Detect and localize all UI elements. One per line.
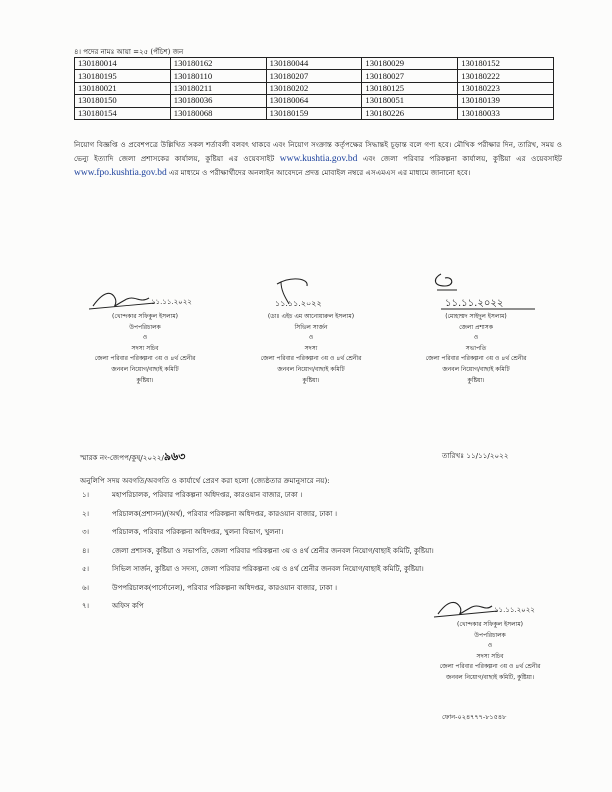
roll-number-cell: 130180211 (170, 82, 266, 94)
roll-number-cell: 130180029 (362, 58, 458, 70)
roll-number-cell: 130180068 (170, 107, 266, 119)
list-item-text: অফিস কপি (112, 602, 144, 610)
list-item-number: ২। (82, 509, 90, 518)
handwritten-signature (430, 596, 550, 620)
signer-committee-2: জনবল নিয়োগ/বাছাই কমিটি (442, 365, 510, 373)
roll-number-cell: 130180044 (266, 58, 362, 70)
signer-name: (খোন্দকার সফিকুল ইসলাম) (111, 313, 179, 320)
list-item-number: ৭। (82, 602, 90, 610)
handwritten-signature (85, 286, 205, 312)
signature-block-deputy-director (70, 286, 220, 386)
list-item-text: পরিচালক, পরিবার পরিকল্পনা অধিদপ্তর, খুলনা বিভাগ, খুলনা। (112, 528, 284, 536)
list-item-number: ৬। (82, 583, 90, 592)
signer-name: (খোন্দকার সফিকুল ইসলাম) (456, 621, 524, 628)
list-item-text: জেলা প্রশাসক, কুষ্টিয়া ও সভাপতি, জেলা পরিবার পরিকল্পনা ৩য় ও ৪র্থ শ্রেনীর জনবল নিয়োগ/বাছাই কমিটি, কুষ্টিয়া। (112, 546, 434, 555)
signer-role: সদস্য সচিব (131, 344, 159, 352)
signer-connector: ও (308, 334, 314, 342)
roll-number-cell: 130180014 (75, 58, 171, 70)
notice-text-1: নিয়োগ বিজ্ঞপ্তি ও প্রবেশপত্রে উল্লিখিত সকল শর্তাবলী বলবৎ থাকবে এবং নিয়োগ সংক্রান্ত কর্তৃপক্ষের সিদ্ধান্তই চূড়ান্ত বলে গণ্য হবে। মৌখিক পরীক্ষার দিন, তারিখ, সময় ও ভেন্যু ইত্যাদি জেলা প্রশাসকের কার্যালয়, কুষ্টিয়া এর ওয়েবসাইট (74, 140, 562, 164)
roll-number-cell: 130180162 (170, 58, 266, 70)
signer-committee: জেলা পরিবার পরিকল্পনা ৩য় ও ৪র্থ শ্রেনীর (260, 355, 362, 363)
signer-role: সভাপতি (465, 344, 487, 352)
signer-designation: জেলা প্রশাসক (459, 323, 493, 331)
table-row (75, 70, 554, 82)
roll-number-cell: 130180223 (458, 82, 554, 94)
roll-number-cell: 130180154 (75, 107, 171, 119)
roll-number-cell: 130180226 (362, 107, 458, 119)
roll-number-cell: 130180036 (170, 95, 266, 107)
signer-connector: ও (487, 642, 493, 650)
roll-number-cell: 130180110 (170, 70, 266, 82)
signer-connector: ও (142, 334, 148, 342)
signer-place: কুষ্টিয়া। (467, 376, 485, 384)
notice-paragraph (74, 138, 562, 181)
roll-number-table (74, 57, 554, 120)
notice-text-2: এবং জেলা পরিবার পরিকল্পনা কার্যালয়, কুষ্টিয়া এর ওয়েবসাইট (362, 154, 562, 164)
signer-committee: জেলা পরিবার পরিকল্পনা ৩য় ও ৪র্থ শ্রেনীর (94, 355, 196, 363)
roll-number-cell: 130180150 (75, 95, 171, 107)
signer-committee: জেলা পরিবার পরিকল্পনা ৩য় ও ৪র্থ শ্রেনীর (425, 355, 527, 363)
roll-number-cell: 130180152 (458, 58, 554, 70)
fpo-website-link[interactable]: www.fpo.kushtia.gov.bd (74, 168, 167, 179)
signer-name: (মোহাম্মদ সাইদুল ইসলাম) (445, 313, 507, 320)
memo-number: ৯৬৩ (163, 451, 186, 463)
list-item-number: ১। (82, 491, 90, 499)
post-header: ৪। পদের নামঃ আয়া =২৫ (পঁচিশ) জন (74, 48, 184, 56)
handwritten-signature (411, 268, 541, 312)
signer-committee-2: জনবল নিয়োগ/বাছাই কমিটি (111, 365, 179, 373)
roll-number-cell: 130180195 (75, 70, 171, 82)
signer-committee-2: জনবল নিয়োগ/বাছাই কমিটি, কুষ্টিয়া। (445, 673, 535, 681)
signature-date: ১১.১১.২০২২ (275, 299, 322, 308)
signer-role: সদস্য সচিব (476, 652, 504, 660)
signature-block-bottom (410, 596, 570, 684)
roll-number-cell: 130180139 (458, 95, 554, 107)
copy-intro: অনুলিপি সদয় অবগতি/অবগতি ও কার্যার্থে প্রেরণ করা হলো (জ্যেষ্ঠতার ক্রমানুসারে নয়): (80, 476, 330, 485)
signer-designation: উপপরিচালক (474, 631, 506, 639)
signature-date: ১১.১১.২০২২ (494, 606, 535, 614)
signature-block-civil-surgeon (236, 270, 386, 386)
roll-number-cell: 130180207 (266, 70, 362, 82)
signer-designation: উপপরিচালক (129, 323, 161, 331)
roll-number-cell: 130180159 (266, 107, 362, 119)
handwritten-signature (251, 270, 371, 312)
list-item-text: মহাপরিচালক, পরিবার পরিকল্পনা অধিদপ্তর, কারওয়ান বাজার, ঢাকা । (112, 491, 303, 499)
list-item-number: ৪। (82, 546, 90, 555)
roll-number-cell: 130180027 (362, 70, 458, 82)
roll-number-cell: 130180051 (362, 95, 458, 107)
office-phone: ফোন-০২৪৭৭৭-৮১৫৪৮ (442, 713, 507, 721)
roll-number-cell: 130180202 (266, 82, 362, 94)
roll-number-cell: 130180064 (266, 95, 362, 107)
kushtia-website-link[interactable]: www.kushtia.gov.bd (279, 154, 358, 165)
signer-name: (ডাঃ এইচ এম আনোয়ারুল ইসলাম) (267, 313, 355, 320)
memo-date: তারিখঃ ১১/১১/২০২২ (442, 451, 509, 460)
table-row (75, 58, 554, 70)
signer-committee: জেলা পরিবার পরিকল্পনা ৩য় ও ৪র্থ শ্রেনীর (439, 663, 541, 671)
list-item-text: সিভিল সার্জন, কুষ্টিয়া ও সদস্য, জেলা পরিবার পরিকল্পনা ৩য় ও ৪র্থ শ্রেনীর জনবল নিয়োগ/বাছাই কমিটি, কুষ্টিয়া। (112, 565, 424, 573)
roll-number-cell: 130180021 (75, 82, 171, 94)
table-row (75, 82, 554, 94)
signature-date: ১১.১১.২০২২ (445, 298, 504, 309)
notice-text-3: এর মাধ্যমে ও পরীক্ষার্থীদের অনলাইন আবেদনে প্রদত্ত মোবাইল নম্বরে এসএমএস এর মাধ্যমে জানানো হবে। (169, 168, 471, 178)
signature-date: ১১.১১.২০২২ (151, 298, 192, 306)
list-item-text: উপপরিচালক(পার্সোনেল), পরিবার পরিকল্পনা অধিদপ্তর, কারওয়ান বাজার, ঢাকা । (112, 583, 338, 592)
signer-connector: ও (473, 334, 479, 342)
roll-number-cell: 130180125 (362, 82, 458, 94)
signer-place: কুষ্টিয়া। (136, 376, 154, 384)
memo-reference (80, 448, 185, 467)
roll-number-cell: 130180033 (458, 107, 554, 119)
memo-label: স্মারক নং-জেপপ/কুষ্/২০২২/ (80, 453, 164, 462)
table-row (75, 95, 554, 107)
table-row (75, 107, 554, 119)
signer-committee-2: জনবল নিয়োগ/বাছাই কমিটি (277, 365, 345, 373)
signer-place: কুষ্টিয়া। (302, 376, 320, 384)
list-item-number: ৫। (82, 565, 90, 573)
list-item-number: ৩। (82, 528, 90, 536)
signer-designation: সিভিল সার্জন (294, 323, 328, 331)
list-item-text: পরিচালক(প্রশাসন)/(অর্থ), পরিবার পরিকল্পনা অধিদপ্তর, কারওয়ান বাজার, ঢাকা । (112, 509, 337, 518)
signature-block-deputy-commissioner (396, 268, 556, 386)
roll-number-cell: 130180222 (458, 70, 554, 82)
signer-role: সদস্য (304, 344, 318, 352)
